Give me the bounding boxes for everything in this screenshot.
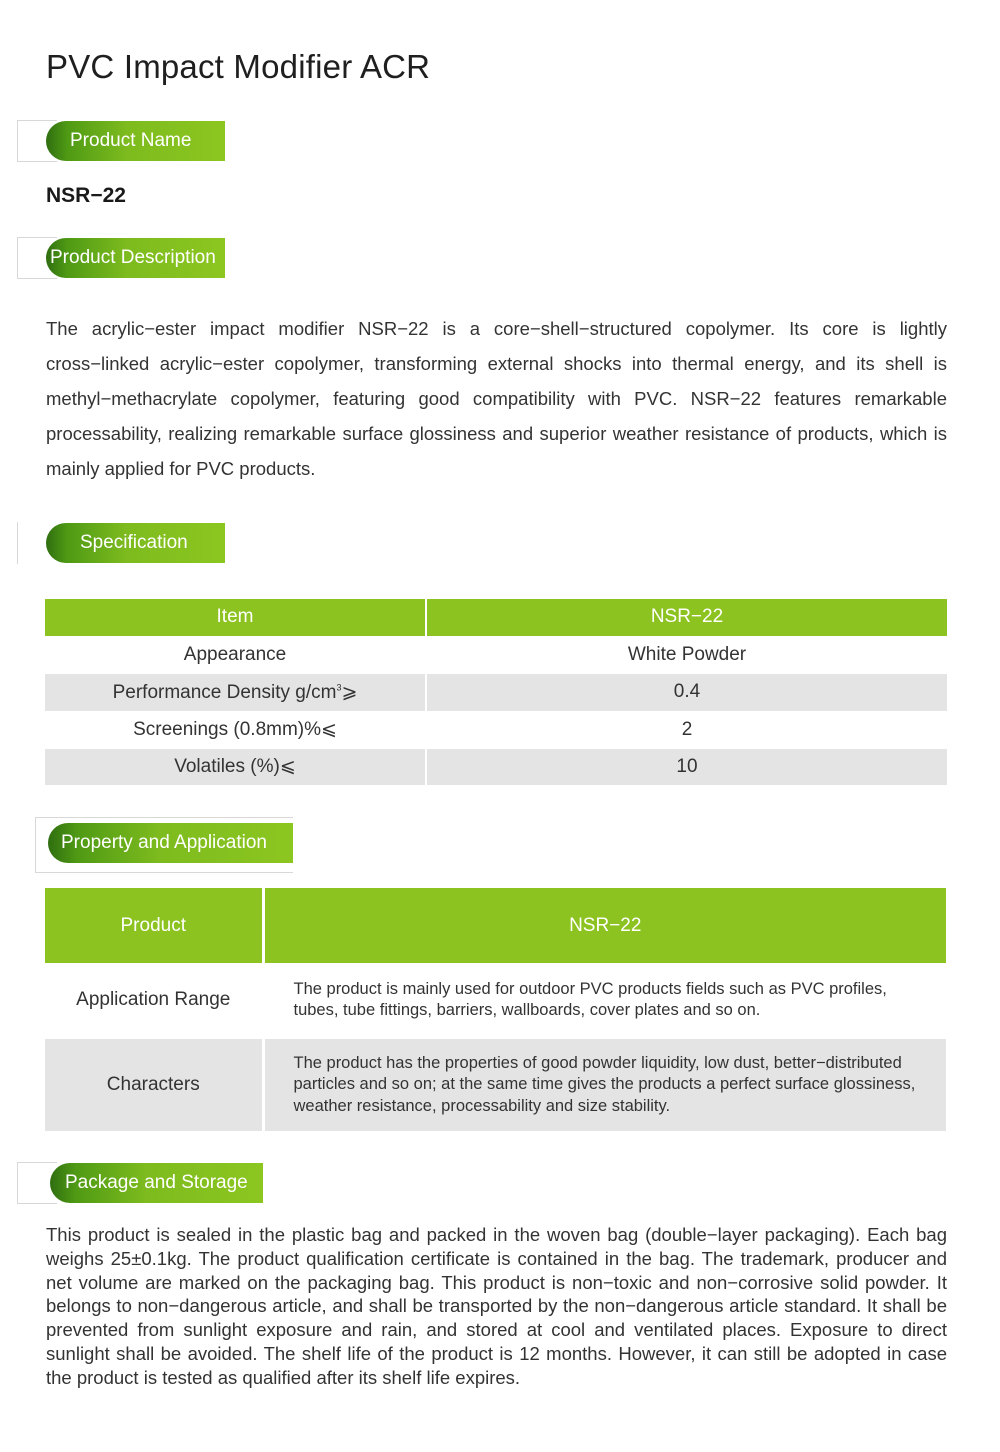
package-storage-text: This product is sealed in the plastic bag and packed in the woven bag (double−layer packaging). Each bag weighs 25±0.1kg. The product qualification certificate is contained in the bag. The trademark, producer and net volume are marked on the packaging bag. This product is non−toxic and non−corrosive solid powder. It belongs to non−dangerous article, and shall be transported by the non−dangerous article standard. It shall be prevented from sunlight exposure and rain, and stored at cool and ventilated places. Exposure to direct sunlight shall be avoided. The shelf life of the product is 12 months. However, it can still be adopted in case the product is tested as qualified after its shelf life expires.: [46, 1224, 947, 1388]
column-header-product: Product: [45, 888, 263, 963]
table-header-row: [45, 888, 946, 963]
spec-item-suffix: ⩾: [341, 681, 358, 703]
property-application-table: [45, 888, 946, 1131]
table-row: [45, 748, 947, 785]
table-row: [45, 711, 947, 748]
property-text-cell: The product has the properties of good powder liquidity, low dust, better−distributed particles and so on; at the same time gives the products a perfect surface glossiness, weather resistance, processability and size stability.: [263, 1038, 946, 1131]
spec-value-cell: 10: [426, 748, 947, 785]
specification-heading: Specification: [46, 523, 225, 563]
spec-item-cell: [45, 673, 426, 711]
table-header-row: [45, 599, 947, 636]
product-description-text: The acrylic−ester impact modifier NSR−22 is a core−shell−structured copolymer. Its core is lightly cross−linked acrylic−ester copolymer, transforming external shocks into thermal energy, and its shell is methyl−methacrylate copolymer, featuring good compatibility with PVC. NSR−22 features remarkable processability, realizing remarkable surface glossiness and superior weather resistance of products, which is mainly applied for PVC products.: [46, 318, 947, 479]
spec-value-cell: White Powder: [426, 636, 947, 673]
specification-table: [45, 599, 947, 785]
product-name-heading: Product Name: [46, 121, 225, 161]
spec-value-cell: 2: [426, 711, 947, 748]
property-label-cell: Characters: [45, 1038, 263, 1131]
property-text-cell: The product is mainly used for outdoor PVC products fields such as PVC profiles, tubes, tube fittings, barriers, wallboards, cover plates and so on.: [263, 963, 946, 1038]
page-title: PVC Impact Modifier ACR: [46, 48, 431, 85]
spec-item-superscript: 3: [336, 682, 342, 693]
specification-tab: [17, 522, 225, 564]
table-row: [45, 636, 947, 673]
spec-item-cell: Screenings (0.8mm)%⩽: [45, 711, 426, 748]
product-description-tab: [17, 237, 225, 279]
column-header-grade: NSR−22: [426, 599, 947, 636]
column-header-grade: NSR−22: [263, 888, 946, 963]
spec-item-cell: Volatiles (%)⩽: [45, 748, 426, 785]
product-name-tab: [17, 120, 225, 162]
product-description-heading: Product Description: [46, 238, 225, 278]
property-label-cell: Application Range: [45, 963, 263, 1038]
table-row: [45, 673, 947, 711]
package-storage-heading: Package and Storage: [50, 1163, 263, 1203]
package-storage-tab: [17, 1162, 263, 1204]
property-application-tab: [35, 817, 293, 873]
spec-item-cell: Appearance: [45, 636, 426, 673]
spec-value-cell: 0.4: [426, 673, 947, 711]
table-row: [45, 963, 946, 1038]
column-header-item: Item: [45, 599, 426, 636]
table-row: [45, 1038, 946, 1131]
spec-item-text: Performance Density g/cm: [112, 681, 337, 703]
product-name-value: NSR−22: [46, 184, 126, 207]
property-application-heading: Property and Application: [48, 823, 293, 863]
